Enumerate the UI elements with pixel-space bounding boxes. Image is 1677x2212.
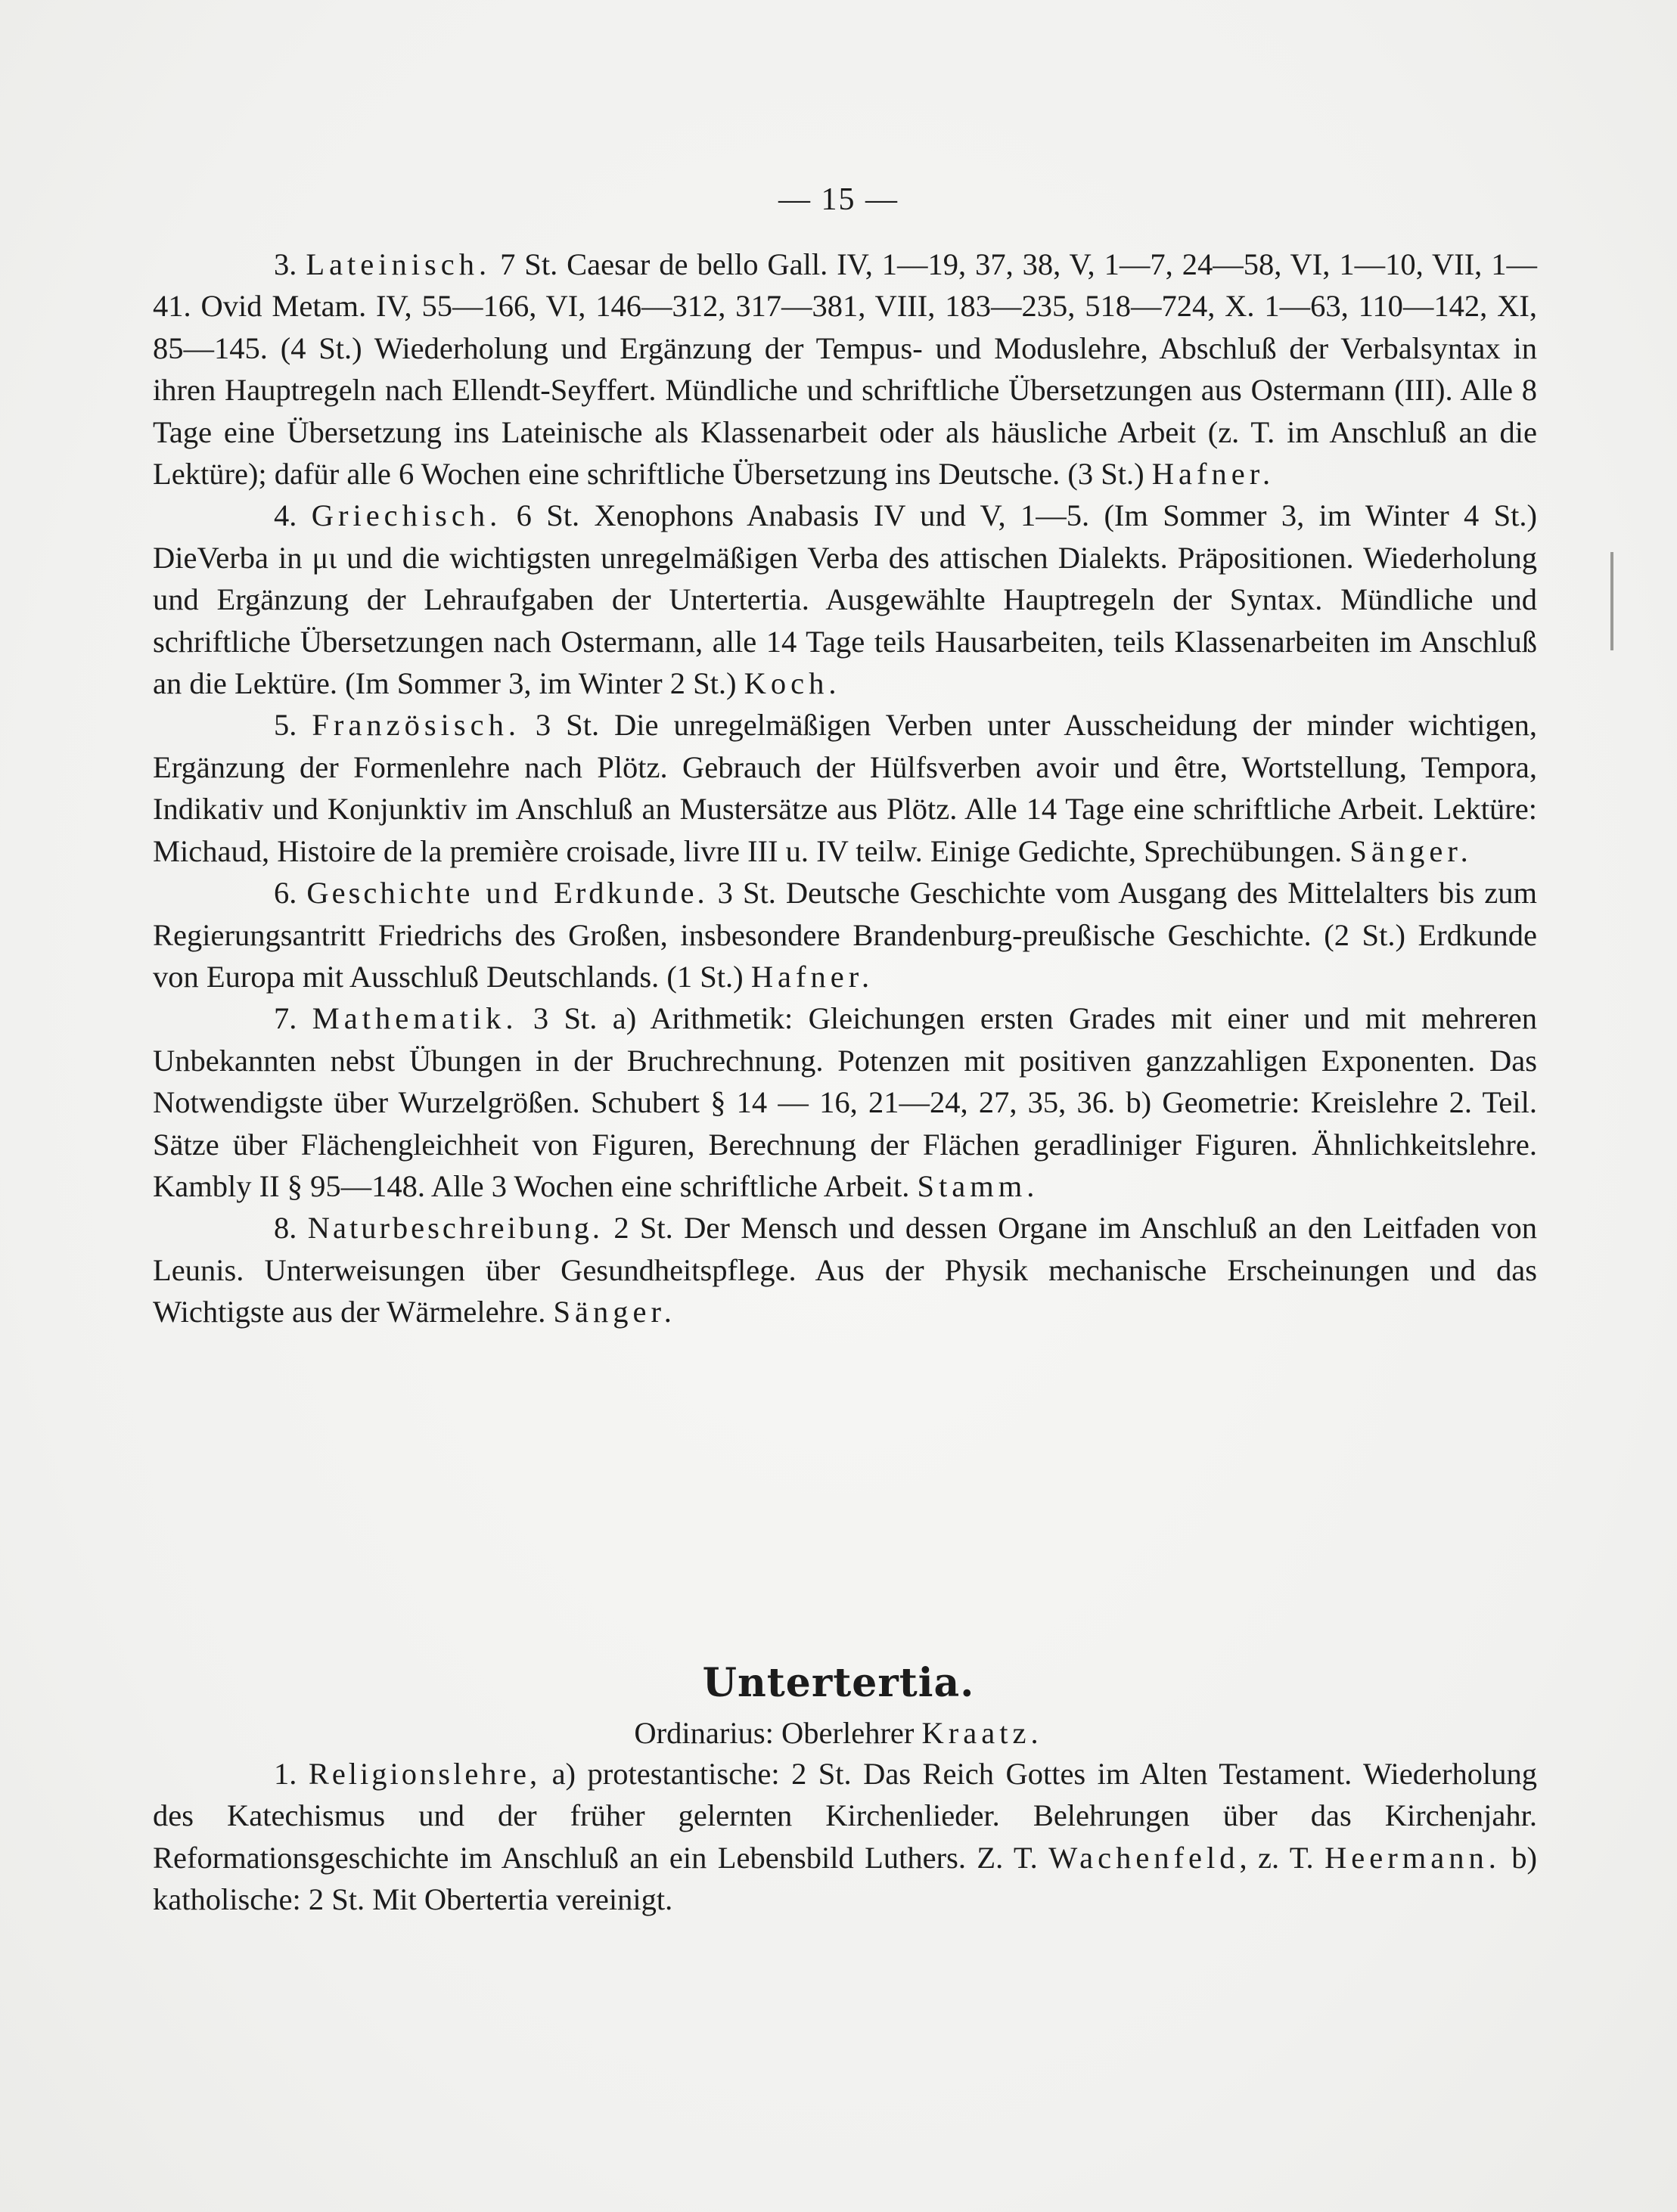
paragraph-number: 3. <box>274 247 297 281</box>
ordinarius-name: Kraatz. <box>921 1716 1043 1750</box>
subject-paragraph-natural-history <box>153 1207 1537 1332</box>
section-heading: Untertertia. <box>702 1660 975 1706</box>
teacher-name: Hafner. <box>1151 457 1275 492</box>
lesson-plan-body <box>153 244 1537 1333</box>
teacher-name: Heermann. <box>1325 1840 1501 1875</box>
scan-bleed-mark <box>1610 552 1613 650</box>
paragraph-text: 3 St. Die unregelmäßigen Verben unter Ausscheidung der minder wichtigen, Ergänzung der Formenlehre nach Plötz. Gebrauch der Hülfsverben avoir und être, Wortstellung, Tempora, Indikativ und Konjunktiv im Anschluß an Mustersätze aus Plötz. Alle 14 Tage eine schriftliche Arbeit. Lektüre: Michaud, Histoire de la première croisade, livre III u. IV teilw. Einige Gedichte, Sprechübungen. <box>153 708 1537 868</box>
paragraph-text: 3 St. Deutsche Geschichte vom Ausgang des Mittelalters bis zum Regierungsantritt Friedrichs des Großen, insbesondere Brandenburg-preußische Geschichte. (2 St.) Erdkunde von Europa mit Ausschluß Deutschlands. (1 St.) <box>153 876 1538 994</box>
paragraph-number: 1. <box>274 1757 297 1791</box>
subject-paragraph-religion <box>153 1753 1537 1921</box>
paragraph-text: , z. T. <box>1239 1840 1325 1875</box>
teacher-name: Sänger. <box>553 1295 676 1329</box>
subject-paragraph-mathematics <box>153 997 1537 1207</box>
paragraph-text: a) protestantische: 2 St. Das Reich Gottes im Alten Testament. Wiederholung des Katechismus und der früher gelernten Kirchenlieder. Belehrungen über das Kirchenjahr. Reformationsgeschichte im Anschluß an ein Lebensbild Luthers. Z. T. <box>153 1757 1537 1875</box>
subject-paragraph-french <box>153 704 1537 872</box>
subject-paragraph-latin <box>153 244 1537 495</box>
teacher-name: Stamm. <box>917 1168 1039 1203</box>
subject-paragraph-history-geography <box>153 872 1537 997</box>
teacher-name: Sänger. <box>1349 833 1473 868</box>
subject-paragraph-greek <box>153 495 1537 704</box>
subject-name: Religionslehre, <box>308 1757 541 1791</box>
paragraph-text: 6 St. Xenophons Anabasis IV und V, 1—5. (Im Sommer 3, im Winter 4 St.) DieVerba in μι und die wichtigsten unregelmäßigen Verba des attischen Dialekts. Präpositionen. Wiederholung und Ergänzung der Lehraufgaben der Untertertia. Ausgewählte Hauptregeln der Syntax. Mündliche und schriftliche Übersetzungen nach Ostermann, alle 14 Tage teils Hausarbeiten, teils Klassenarbeiten im Anschluß an die Lektüre. (Im Sommer 3, im Winter 2 St.) <box>153 498 1538 701</box>
paragraph-number: 5. <box>274 708 297 743</box>
paragraph-text: b) katholische: 2 St. Mit Obertertia vereinigt. <box>153 1840 1537 1917</box>
untertertia-body <box>153 1753 1537 1921</box>
paragraph-text: 3 St. a) Arithmetik: Gleichungen ersten Grades mit einer und mit mehreren Unbekannten nebst Übungen in der Bruchrechnung. Potenzen mit positiven ganzzahligen Exponenten. Das Notwendigste über Wurzelgrößen. Schubert § 14 — 16, 21—24, 27, 35, 36. b) Geometrie: Kreislehre 2. Teil. Sätze über Flächengleichheit von Figuren, Berechnung der Flächen geradliniger Figuren. Ähnlichkeitslehre. Kambly II § 95—148. Alle 3 Wochen eine schriftliche Arbeit. <box>153 1001 1538 1203</box>
paragraph-number: 4. <box>274 498 297 533</box>
page-number: — 15 — <box>778 182 899 217</box>
subject-name: Naturbeschreibung. <box>307 1211 603 1246</box>
teacher-name: Koch. <box>744 666 841 701</box>
subject-name: Geschichte und Erdkunde. <box>306 876 708 911</box>
teacher-name: Wachenfeld <box>1048 1840 1240 1875</box>
paragraph-number: 7. <box>274 1001 297 1036</box>
paragraph-number: 6. <box>274 876 297 911</box>
teacher-name: Hafner. <box>750 959 874 994</box>
ordinarius-label: Ordinarius: Oberlehrer <box>634 1716 922 1750</box>
class-teacher-line <box>0 1715 1677 1751</box>
paragraph-number: 8. <box>274 1211 297 1246</box>
paragraph-text: 7 St. Caesar de bello Gall. IV, 1—19, 37, 38, V, 1—7, 24—58, VI, 1—10, VII, 1—41. Ovid Metam. IV, 55—166, VI, 146—312, 317—381, VIII, 183—235, 518—724, X. 1—63, 110—142, XI, 85—145. (4 St.) Wiederholung und Ergänzung der Tempus- und Moduslehre, Abschluß der Verbalsyntax in ihren Hauptregeln nach Ellendt-Seyffert. Mündliche und schriftliche Übersetzungen aus Ostermann (III). Alle 8 Tage eine Übersetzung ins Lateinische als Klassenarbeit oder als häusliche Arbeit (z. T. im Anschluß an die Lektüre); dafür alle 6 Wochen eine schriftliche Übersetzung ins Deutsche. (3 St.) <box>153 247 1538 492</box>
subject-name: Lateinisch. <box>306 247 492 281</box>
subject-name: Mathematik. <box>312 1001 518 1036</box>
subject-name: Griechisch. <box>311 498 502 533</box>
subject-name: Französisch. <box>312 708 520 743</box>
paragraph-text: 2 St. Der Mensch und dessen Organe im Anschluß an den Leitfaden von Leunis. Unterweisungen über Gesundheitspflege. Aus der Physik mechanische Erscheinungen und das Wichtigste aus der Wärmelehre. <box>153 1211 1537 1329</box>
